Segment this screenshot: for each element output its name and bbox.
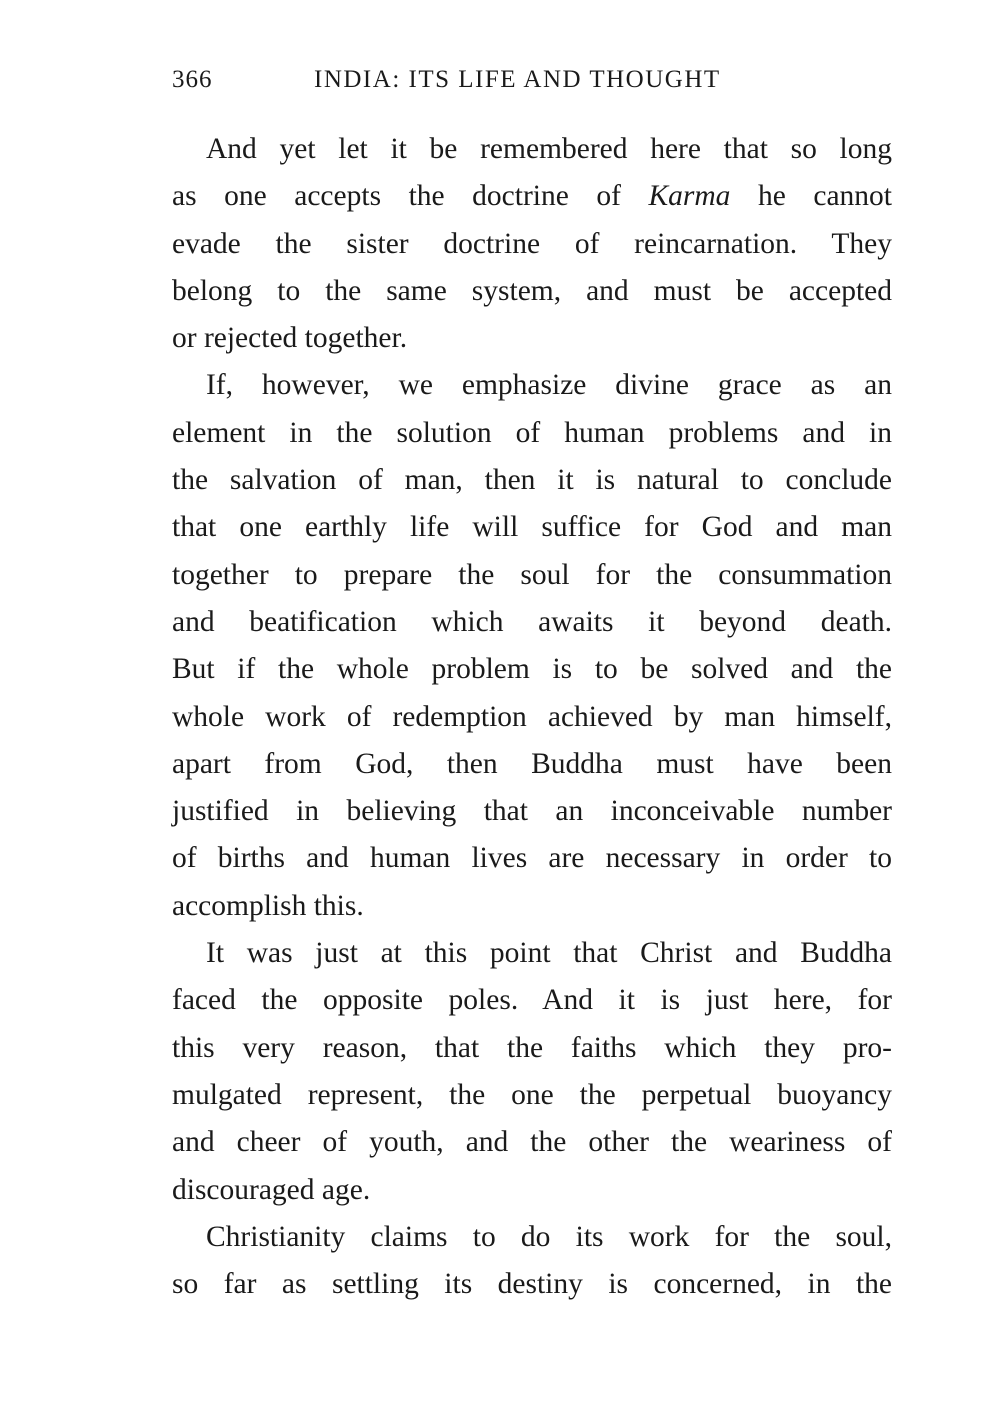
text-line: discouraged age. <box>172 1173 371 1206</box>
text-segment: he cannot <box>730 180 892 213</box>
text-line: or rejected together. <box>172 322 408 355</box>
text-line: evade the sister doctrine of reincarnation. They <box>172 227 892 260</box>
italic-term: Karma <box>648 180 731 213</box>
running-head <box>172 66 892 102</box>
text-line: of births and human lives are necessary in order to <box>172 842 892 875</box>
text-line: the salvation of man, then it is natural to conclude <box>172 464 892 497</box>
text-line: justified in believing that an inconceivable number <box>172 795 892 828</box>
text-segment: as one accepts the doctrine of <box>172 180 649 213</box>
text-line <box>172 173 892 220</box>
text-line: mulgated represent, the one the perpetual buoyancy <box>172 1078 892 1111</box>
text-line: Christianity claims to do its work for the soul, <box>206 1220 892 1253</box>
text-line: belong to the same system, and must be accepted <box>172 274 892 307</box>
text-line: It was just at this point that Christ and Buddha <box>206 937 892 970</box>
text-line: element in the solution of human problems and in <box>172 416 892 449</box>
text-line: accomplish this. <box>172 889 364 922</box>
paragraph-4 <box>172 1214 892 1309</box>
paragraph-2 <box>172 362 892 930</box>
text-line: that one earthly life will suffice for God and man <box>172 511 892 544</box>
text-line: and beatification which awaits it beyond death. <box>172 605 892 638</box>
paragraph-3 <box>172 930 892 1214</box>
text-line: apart from God, then Buddha must have been <box>172 747 892 780</box>
body-text <box>172 126 892 1308</box>
paragraph-1 <box>172 126 892 362</box>
text-line: this very reason, that the faiths which they pro- <box>172 1031 892 1064</box>
text-line: whole work of redemption achieved by man himself, <box>172 700 892 733</box>
text-line: But if the whole problem is to be solved and the <box>172 653 892 686</box>
running-title: INDIA: ITS LIFE AND THOUGHT <box>314 66 721 93</box>
text-line: so far as settling its destiny is concerned, in the <box>172 1268 892 1301</box>
page-number: 366 <box>172 66 213 93</box>
text-line: If, however, we emphasize divine grace as an <box>206 369 892 402</box>
text-line: together to prepare the soul for the consummation <box>172 558 892 591</box>
text-line: And yet let it be remembered here that so long <box>206 133 892 165</box>
text-line: faced the opposite poles. And it is just here, for <box>172 984 892 1017</box>
text-line: and cheer of youth, and the other the weariness of <box>172 1126 892 1159</box>
